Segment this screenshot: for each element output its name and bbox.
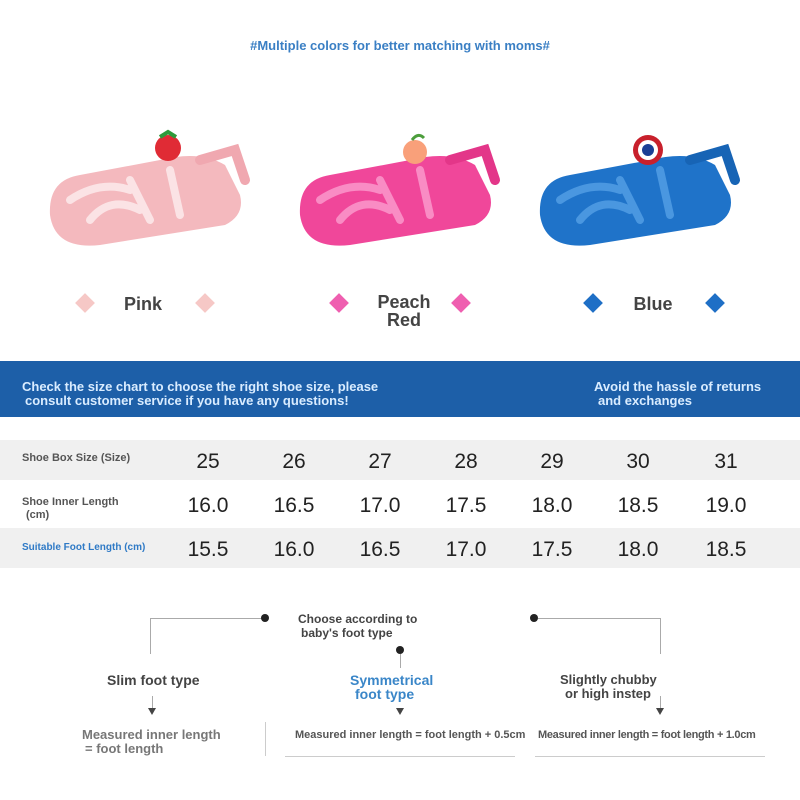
row-label-inner-length xyxy=(22,496,119,522)
color-label-peach-line2: Red xyxy=(386,310,421,330)
banner-right-line2: and exchanges xyxy=(598,393,692,408)
table-cell: 16.0 xyxy=(273,538,315,561)
table-cell: 16.0 xyxy=(187,494,229,517)
banner-left-text xyxy=(22,380,482,408)
peach-icon xyxy=(403,135,427,164)
color-label-peach-red xyxy=(364,293,444,329)
table-cell: 16.5 xyxy=(359,538,401,561)
guide-title-line1: Choose according to xyxy=(298,612,418,626)
row-label-box-size: Shoe Box Size (Size) xyxy=(22,452,131,464)
table-cell: 18.0 xyxy=(617,538,659,561)
guide-chubby-line2: or high instep xyxy=(565,686,651,701)
row-label-inner-line1: Shoe Inner Length xyxy=(22,496,119,508)
guide-symmetrical-result: Measured inner length = foot length + 0.5cm xyxy=(295,729,526,741)
table-cell: 30 xyxy=(626,450,650,473)
arrow-down-icon-symmetrical xyxy=(396,708,404,715)
guide-slim-result-line2: = foot length xyxy=(85,741,164,756)
guide-symmetrical-foot xyxy=(350,673,433,701)
blue-diamond-right xyxy=(705,293,725,313)
banner-left-line1: Check the size chart to choose the right shoe size, please xyxy=(22,379,379,394)
guide-title xyxy=(298,612,468,640)
strawberry-icon xyxy=(155,132,181,161)
arrow-down-icon-slim xyxy=(148,708,156,715)
pink-diamond-left xyxy=(75,293,95,313)
table-cell: 31 xyxy=(714,450,738,473)
table-cell: 18.5 xyxy=(705,538,747,561)
shield-icon xyxy=(633,135,663,165)
table-cell: 17.5 xyxy=(445,494,487,517)
table-cell: 25 xyxy=(196,450,220,473)
table-cell: 29 xyxy=(540,450,564,473)
guide-chubby-line1: Slightly chubby xyxy=(560,672,657,687)
table-cell: 28 xyxy=(454,450,478,473)
table-cell: 15.5 xyxy=(187,538,229,561)
product-image-peach-red xyxy=(290,120,510,260)
peach-diamond-right xyxy=(451,293,471,313)
product-image-pink xyxy=(40,120,260,260)
banner-right-text xyxy=(594,380,794,408)
guide-chubby-foot xyxy=(560,673,657,701)
guide-slim-result-line1: Measured inner length xyxy=(82,727,221,742)
table-cell: 27 xyxy=(368,450,392,473)
guide-dot-right xyxy=(530,614,538,622)
guide-slim-foot: Slim foot type xyxy=(107,672,200,688)
guide-symmetrical-line1: Symmetrical xyxy=(350,672,434,688)
table-cell: 18.0 xyxy=(531,494,573,517)
banner-left-line2: consult customer service if you have any questions! xyxy=(25,393,349,408)
banner-right-line1: Avoid the hassle of returns xyxy=(594,379,762,394)
table-cell: 19.0 xyxy=(705,494,747,517)
color-label-blue: Blue xyxy=(633,294,673,314)
product-image-blue xyxy=(530,120,750,260)
guide-slim-result xyxy=(82,728,221,756)
color-label-pink: Pink xyxy=(123,294,162,314)
headline: #Multiple colors for better matching with moms# xyxy=(250,38,550,53)
row-label-foot-length: Suitable Foot Length (cm) xyxy=(22,542,146,553)
guide-dot-left xyxy=(261,614,269,622)
guide-symmetrical-line2: foot type xyxy=(355,686,415,702)
table-cell: 17.5 xyxy=(531,538,573,561)
table-cell: 17.0 xyxy=(359,494,401,517)
table-cell: 26 xyxy=(282,450,306,473)
guide-title-line2: baby's foot type xyxy=(301,626,393,640)
table-cell: 17.0 xyxy=(445,538,487,561)
peach-diamond-left xyxy=(329,293,349,313)
guide-dot-center xyxy=(396,646,404,654)
color-label-peach-line1: Peach xyxy=(377,292,431,312)
table-cell: 18.5 xyxy=(617,494,659,517)
pink-diamond-right xyxy=(195,293,215,313)
table-cell: 16.5 xyxy=(273,494,315,517)
arrow-down-icon-chubby xyxy=(656,708,664,715)
row-label-inner-line2: (cm) xyxy=(26,509,50,521)
blue-diamond-left xyxy=(583,293,603,313)
guide-chubby-result: Measured inner length = foot length + 1.0cm xyxy=(538,729,756,741)
